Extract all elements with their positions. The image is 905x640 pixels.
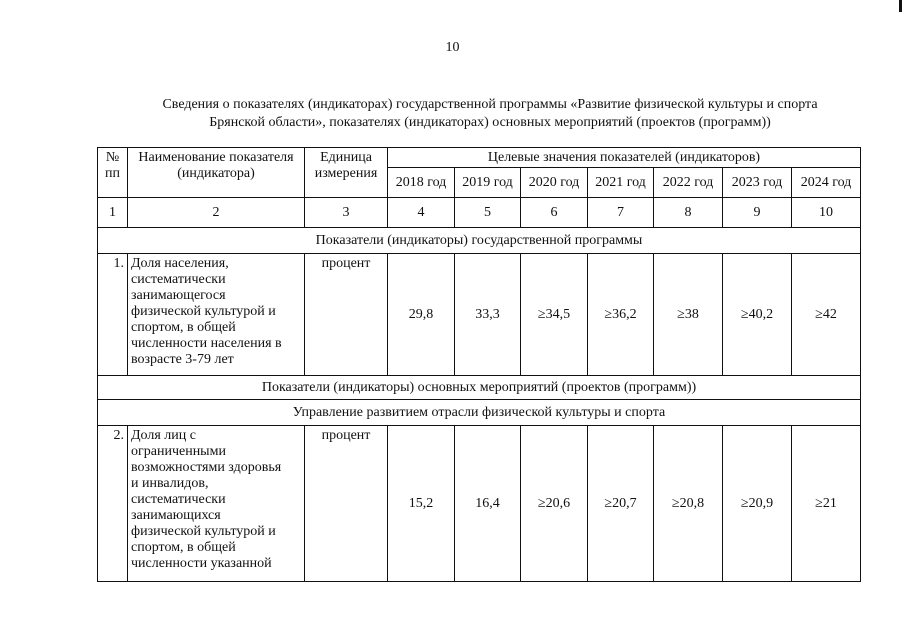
- indicator-name-line: систематически: [131, 492, 226, 507]
- document-title-line-2: Брянской области», показателях (индикаторах) основных мероприятий (проектов (программ)): [209, 115, 771, 130]
- header-target-values: Целевые значения показателей (индикаторов): [388, 148, 861, 168]
- header-year-2022: 2022 год: [654, 168, 723, 198]
- indicator-name-line: систематически: [131, 272, 226, 287]
- header-number-line-2: пп: [105, 166, 120, 181]
- document-title: [95, 96, 885, 132]
- indicator-name-line: физической культурой и: [131, 524, 276, 539]
- indicator-name-line: занимающихся: [131, 508, 221, 523]
- document-title-line-1: Сведения о показателях (индикаторах) государственной программы «Развитие физической культуры и спорта: [162, 97, 818, 112]
- section-row: [98, 376, 861, 400]
- indicator-name: [128, 254, 305, 376]
- header-year-2023: 2023 год: [723, 168, 792, 198]
- indicator-name-line: численности населения в: [131, 336, 282, 351]
- indicator-name-line: ограниченными: [131, 444, 226, 459]
- column-number-cell: 3: [305, 198, 388, 228]
- table-header-row: [98, 148, 861, 168]
- indicator-name-line: спортом, в общей: [131, 320, 236, 335]
- target-value-2020: ≥20,6: [521, 426, 588, 582]
- target-value-2022: ≥20,8: [654, 426, 723, 582]
- indicator-name-line: спортом, в общей: [131, 540, 236, 555]
- header-name-cell: [128, 148, 305, 198]
- column-number-cell: 5: [455, 198, 521, 228]
- indicator-name-line: возрасте 3-79 лет: [131, 352, 234, 367]
- column-number-cell: 10: [792, 198, 861, 228]
- indicators-table: [97, 147, 861, 582]
- column-number-cell: 1: [98, 198, 128, 228]
- target-value-2023: ≥20,9: [723, 426, 792, 582]
- target-value-2018: 29,8: [388, 254, 455, 376]
- page-number: 10: [445, 40, 460, 55]
- header-unit-line-1: Единица: [320, 150, 372, 165]
- unit-of-measure: процент: [305, 254, 388, 376]
- header-unit-line-2: измерения: [314, 166, 378, 181]
- target-value-2018: 15,2: [388, 426, 455, 582]
- subsection-heading-management: Управление развитием отрасли физической культуры и спорта: [98, 400, 861, 426]
- indicator-name-line: Доля населения,: [131, 256, 229, 271]
- section-row: [98, 400, 861, 426]
- header-year-2021: 2021 год: [588, 168, 654, 198]
- target-value-2019: 16,4: [455, 426, 521, 582]
- header-year-2020: 2020 год: [521, 168, 588, 198]
- column-numbers-row: [98, 198, 861, 228]
- indicator-name-line: и инвалидов,: [131, 476, 209, 491]
- header-year-2018: 2018 год: [388, 168, 455, 198]
- target-value-2021: ≥36,2: [588, 254, 654, 376]
- section-row: [98, 228, 861, 254]
- column-number-cell: 8: [654, 198, 723, 228]
- indicator-name: [128, 426, 305, 582]
- indicator-name-line: физической культурой и: [131, 304, 276, 319]
- row-number: 1.: [98, 254, 128, 376]
- target-value-2024: ≥21: [792, 426, 861, 582]
- column-number-cell: 2: [128, 198, 305, 228]
- header-name-line-2: (индикатора): [177, 166, 255, 181]
- header-name-line-1: Наименование показателя: [138, 150, 294, 165]
- target-value-2020: ≥34,5: [521, 254, 588, 376]
- table-row: [98, 254, 861, 376]
- target-value-2024: ≥42: [792, 254, 861, 376]
- target-value-2022: ≥38: [654, 254, 723, 376]
- indicator-name-line: занимающегося: [131, 288, 226, 303]
- column-number-cell: 6: [521, 198, 588, 228]
- target-value-2019: 33,3: [455, 254, 521, 376]
- header-number-line-1: №: [105, 150, 120, 165]
- header-year-2019: 2019 год: [455, 168, 521, 198]
- indicator-name-line: Доля лиц с: [131, 428, 196, 443]
- target-value-2023: ≥40,2: [723, 254, 792, 376]
- table-row: [98, 426, 861, 582]
- header-unit-cell: [305, 148, 388, 198]
- section-heading-program: Показатели (индикаторы) государственной программы: [98, 228, 861, 254]
- unit-of-measure: процент: [305, 426, 388, 582]
- header-year-2024: 2024 год: [792, 168, 861, 198]
- column-number-cell: 7: [588, 198, 654, 228]
- section-heading-main-activities: Показатели (индикаторы) основных мероприятий (проектов (программ)): [98, 376, 861, 400]
- target-value-2021: ≥20,7: [588, 426, 654, 582]
- column-number-cell: 9: [723, 198, 792, 228]
- row-number: 2.: [98, 426, 128, 582]
- header-number-cell: [98, 148, 128, 198]
- indicator-name-line: возможностями здоровья: [131, 460, 282, 475]
- indicator-name-line: численности указанной: [131, 556, 272, 571]
- page-edge-mark: [899, 0, 902, 12]
- column-number-cell: 4: [388, 198, 455, 228]
